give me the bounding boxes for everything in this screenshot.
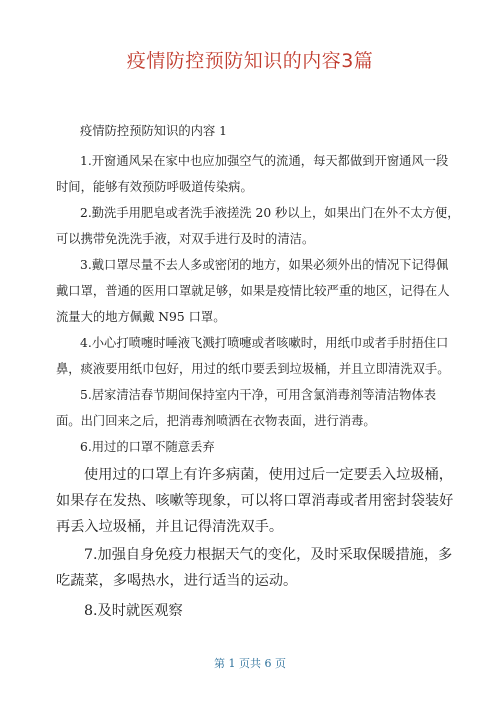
document-title: 疫情防控预防知识的内容3篇 xyxy=(126,50,374,72)
item-3-paragraph: 3.戴口罩尽量不去人多或密闭的地方，如果必须外出的情况下记得佩戴口罩，普通的医用口罩就足够，如果是疫情比较严重的地区，记得在人流量大的地方佩戴 N95 口罩。 xyxy=(56,258,450,324)
item-1-paragraph: 1.开窗通风呆在家中也应加强空气的流通，每天都做到开窗通风一段时间，能够有效预防呼吸道传染病。 xyxy=(56,154,449,194)
item-2-paragraph: 2.勤洗手用肥皂或者洗手液搓洗 20 秒以上，如果出门在外不太方便，可以携带免洗洗手液，对双手进行及时的清洁。 xyxy=(56,206,460,246)
item-6-heading: 6.用过的口罩不随意丢弃 xyxy=(80,440,215,454)
item-6-detail-paragraph: 使用过的口罩上有许多病菌，使用过后一定要丢入垃圾桶，如果存在发热、咳嗽等现象，可以将口罩消毒或者用密封袋装好再丢入垃圾桶，并且记得清洗双手。 xyxy=(56,467,454,535)
page-number-footer: 第 1 页共 6 页 xyxy=(214,657,286,670)
section-subtitle: 疫情防控预防知识的内容 1 xyxy=(80,124,227,138)
item-4-paragraph: 4.小心打喷嚏时唾液飞溅打喷嚏或者咳嗽时，用纸巾或者手肘捂住口鼻，痰液要用纸巾包好，用过的纸巾要丢到垃圾桶，并且立即清洗双手。 xyxy=(56,336,450,376)
item-7-paragraph: 7.加强自身免疫力根据天气的变化，及时采取保暖措施，多吃蔬菜，多喝热水，进行适当的运动。 xyxy=(56,547,453,589)
item-5-paragraph: 5.居家清洁春节期间保持室内干净，可用含氯消毒剂等清洁物体表面。出门回来之后，把消毒剂喷洒在衣物表面，进行消毒。 xyxy=(56,388,437,428)
document-body xyxy=(56,118,460,624)
item-8-heading: 8.及时就医观察 xyxy=(84,603,183,619)
